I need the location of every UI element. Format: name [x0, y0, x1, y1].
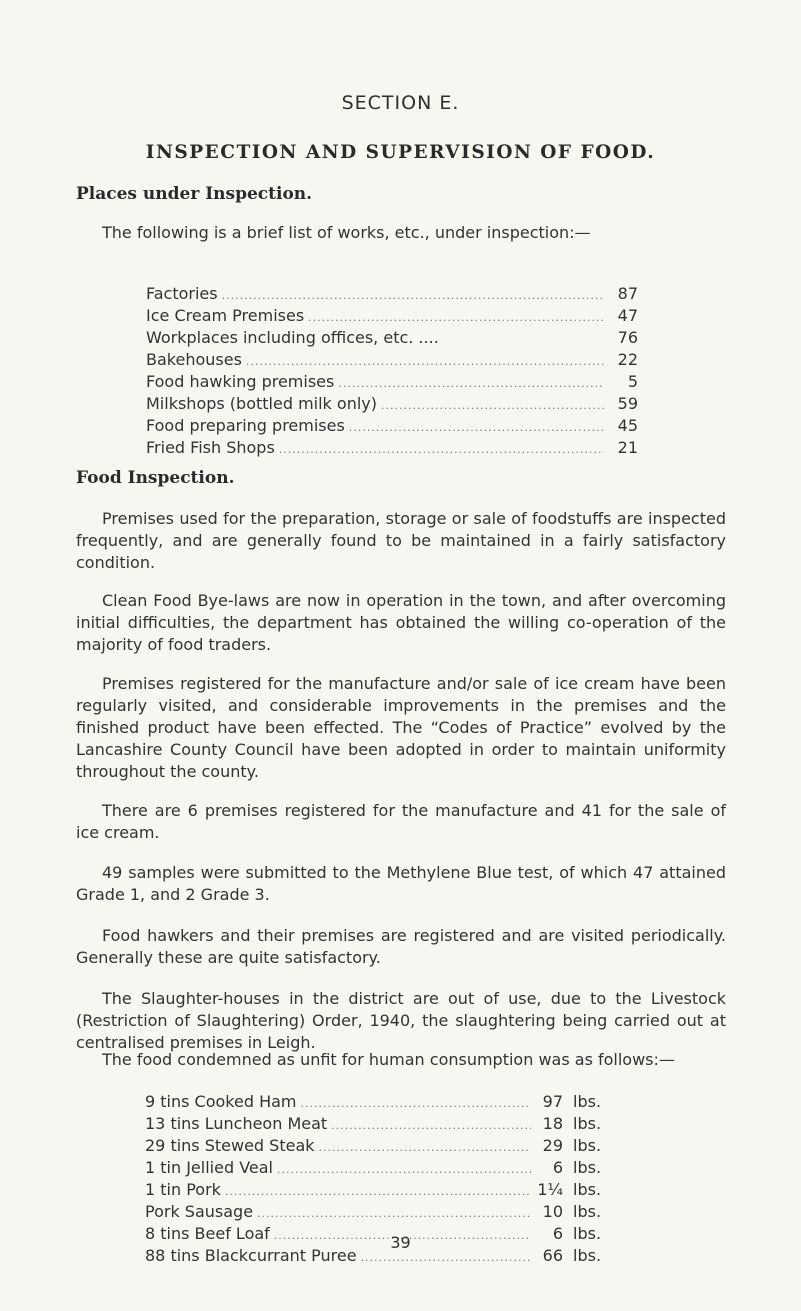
list-item-label: Ice Cream Premises [146, 306, 305, 325]
leader-dots [279, 443, 604, 456]
list-item [145, 1092, 627, 1114]
leader-dots [246, 355, 604, 368]
paragraph: There are 6 premises registered for the manufacture and 41 for the sale of ice cream. [76, 801, 726, 842]
leader-dots [277, 1163, 531, 1176]
list-item-value: 5 [627, 372, 638, 391]
food-unit: lbs. [573, 1158, 602, 1177]
places-intro: The following is a brief list of works, etc., under inspection:— [102, 223, 591, 242]
food-item: 88 tins Blackcurrant Puree [145, 1246, 357, 1265]
leader-dots [361, 1251, 531, 1264]
paragraph: Food hawkers and their premises are registered and are visited periodically. Generally these are quite satisfactory. [76, 926, 726, 967]
food-item: 29 tins Stewed Steak [145, 1136, 315, 1155]
leader-dots [301, 1097, 532, 1110]
list-item-value: 45 [617, 416, 638, 435]
list-item [145, 1202, 627, 1224]
leader-dots [319, 1141, 531, 1154]
list-item-label: Bakehouses [146, 350, 242, 369]
list-item-label: Factories [146, 284, 218, 303]
list-item [145, 1180, 627, 1202]
list-item-label: Fried Fish Shops [146, 438, 275, 457]
leader-dots [338, 377, 604, 390]
food-item: 9 tins Cooked Ham [145, 1092, 297, 1111]
food-unit: lbs. [573, 1180, 602, 1199]
leader-dots [349, 421, 604, 434]
food-item: 13 tins Luncheon Meat [145, 1114, 328, 1133]
food-unit: lbs. [573, 1092, 602, 1111]
food-unit: lbs. [573, 1246, 602, 1265]
food-quantity: 1¼ [537, 1180, 563, 1199]
list-item-value: 21 [617, 438, 638, 457]
food-item: 8 tins Beef Loaf [145, 1224, 270, 1243]
paragraph: The food condemned as unfit for human consumption was as follows:— [102, 1050, 675, 1069]
leader-dots [308, 311, 604, 324]
list-item [146, 416, 638, 438]
paragraph: Premises used for the preparation, storage or sale of foodstuffs are inspected frequently, and are generally found to be maintained in a fairly satisfactory condition. [76, 509, 726, 572]
food-item: 1 tin Jellied Veal [145, 1158, 273, 1177]
paragraph: Premises registered for the manufacture and/or sale of ice cream have been regularly visited, and considerable improvements in the premises and the finished product have been effected. The “Codes of Practice” evolved by the Lancashire County Council have been adopted in order to maintain uniformity throughout the county. [76, 674, 726, 781]
food-item: 1 tin Pork [145, 1180, 221, 1199]
list-item [146, 284, 638, 306]
list-item-value: 76 [617, 328, 638, 347]
list-item [145, 1158, 627, 1180]
places-list [146, 284, 638, 460]
places-heading: Places under Inspection. [76, 184, 313, 204]
list-item [146, 438, 638, 460]
leader-dots [225, 1185, 531, 1198]
list-item-value: 87 [617, 284, 638, 303]
page-number: 39 [390, 1233, 411, 1252]
list-item [145, 1136, 627, 1158]
section-label: SECTION E. [341, 92, 460, 114]
leader-dots [257, 1207, 531, 1220]
food-unit: lbs. [573, 1114, 602, 1133]
leader-dots [331, 1119, 531, 1132]
food-quantity: 6 [552, 1158, 563, 1177]
list-item-label: Food hawking premises [146, 372, 335, 391]
paragraph: 49 samples were submitted to the Methylene Blue test, of which 47 attained Grade 1, and 2 Grade 3. [76, 863, 726, 904]
list-item-value: 59 [617, 394, 638, 413]
food-inspection-heading: Food Inspection. [76, 468, 235, 488]
food-quantity: 66 [542, 1246, 563, 1265]
list-item [146, 372, 638, 394]
food-quantity: 97 [542, 1092, 563, 1111]
list-item [146, 328, 638, 350]
list-item [146, 306, 638, 328]
food-quantity: 6 [552, 1224, 563, 1243]
list-item [146, 350, 638, 372]
food-unit: lbs. [573, 1202, 602, 1221]
list-item-label: Food preparing premises [146, 416, 345, 435]
food-quantity: 29 [542, 1136, 563, 1155]
list-item [146, 394, 638, 416]
paragraph: The Slaughter-houses in the district are out of use, due to the Livestock (Restriction of Slaughtering) Order, 1940, the slaughtering being carried out at centralised premises in Leigh. [76, 989, 726, 1052]
food-quantity: 10 [542, 1202, 563, 1221]
paragraph: Clean Food Bye-laws are now in operation in the town, and after overcoming initial difficulties, the department has obtained the willing co-operation of the majority of food traders. [76, 591, 726, 654]
list-item [145, 1114, 627, 1136]
food-quantity: 18 [542, 1114, 563, 1133]
leader-dots [381, 399, 604, 412]
list-item-label: Workplaces including offices, etc. .... [146, 328, 439, 347]
food-item: Pork Sausage [145, 1202, 254, 1221]
page-title: INSPECTION AND SUPERVISION OF FOOD. [145, 142, 656, 163]
food-unit: lbs. [573, 1224, 602, 1243]
food-unit: lbs. [573, 1136, 602, 1155]
list-item-value: 47 [617, 306, 638, 325]
leader-dots [222, 289, 604, 302]
list-item-value: 22 [617, 350, 638, 369]
list-item-label: Milkshops (bottled milk only) [146, 394, 377, 413]
